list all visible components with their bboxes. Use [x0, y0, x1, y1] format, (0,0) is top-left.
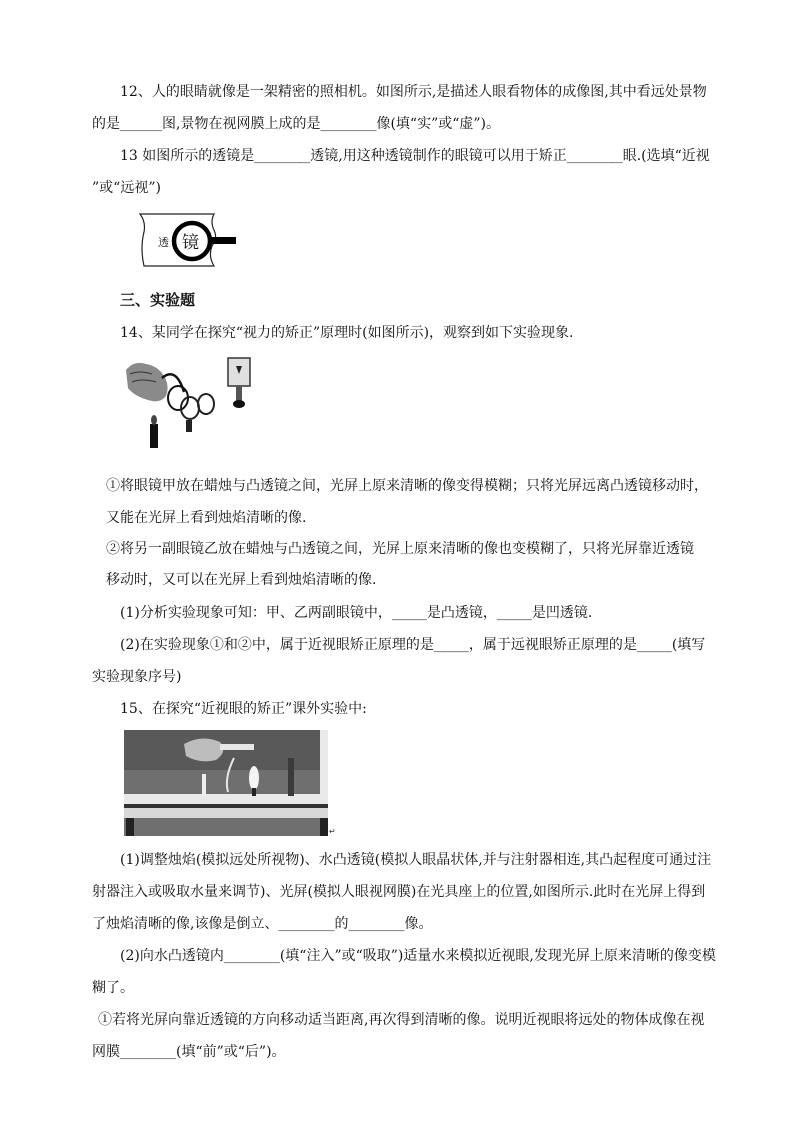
- q15-sub1-line2: 射器注入或吸取水量来调节)、光屏(模拟人眼视网膜)在光具座上的位置,如图所示.此时在光屏上得到: [92, 884, 706, 900]
- q14-obs2-line2: 移动时，又可以在光屏上看到烛焰清晰的像.: [106, 572, 377, 588]
- q15-intro: 15、在探究“近视眼的矫正”课外实验中:: [120, 701, 367, 717]
- q15-sub2-line1: (2)向水凸透镜内________(填“注入”或“吸取”)适量水来模拟近视眼,发现光屏上原来清晰的像变模: [120, 948, 716, 964]
- q15-sub3-line1: ①若将光屏向靠近透镜的方向移动适当距离,再次得到清晰的像。说明近视眼将远处的物体成像在视: [98, 1012, 705, 1028]
- svg-text:↵: ↵: [329, 827, 336, 836]
- section-title: 三、实验题: [120, 291, 196, 309]
- vision-correction-experiment-figure: [124, 352, 256, 456]
- magnifier-lens-figure: [136, 208, 238, 270]
- optical-bench-photo: [124, 730, 334, 836]
- q12-line2: 的是______图,景物在视网膜上成的是________像(填“实”或“虚”)。: [92, 116, 501, 132]
- q15-sub1-line1: (1)调整烛焰(模拟远处所视物)、水凸透镜(模拟人眼晶状体,并与注射器相连,其凸起程度可通过注: [120, 852, 712, 868]
- q15-sub2-line2: 糊了。: [92, 980, 134, 996]
- q12-line1: 12、人的眼睛就像是一架精密的照相机。如图所示,是描述人眼看物体的成像图,其中看远处景物: [120, 84, 707, 100]
- q15-sub3-line2: 网膜________(填“前”或“后”)。: [92, 1044, 286, 1060]
- q14-intro: 14、某同学在探究“视力的矫正”原理时(如图所示)，观察到如下实验现象.: [120, 325, 574, 341]
- figure-label-left: 透: [158, 236, 169, 249]
- q14-sub2-line2: 实验现象序号): [92, 669, 182, 685]
- q13-line2: ”或“远视”): [92, 180, 161, 196]
- q13-line1: 13 如图所示的透镜是________透镜,用这种透镜制作的眼镜可以用于矫正________眼.(选填“近视: [120, 148, 710, 164]
- q14-sub1: (1)分析实验现象可知：甲、乙两副眼镜中，_____是凸透镜，_____是凹透镜.: [120, 605, 593, 621]
- q14-sub2-line1: (2)在实验现象①和②中，属于近视眼矫正原理的是_____，属于远视眼矫正原理的是_____(填写: [120, 637, 706, 653]
- figure-label-lens: 镜: [182, 233, 199, 253]
- q14-obs1-line1: ①将眼镜甲放在蜡烛与凸透镜之间，光屏上原来清晰的像变得模糊；只将光屏远离凸透镜移动时，: [106, 478, 708, 494]
- q14-obs2-line1: ②将另一副眼镜乙放在蜡烛与凸透镜之间，光屏上原来清晰的像也变模糊了，只将光屏靠近透镜: [106, 541, 694, 557]
- q15-sub1-line3: 了烛焰清晰的像,该像是倒立、________的________像。: [92, 916, 433, 932]
- q14-obs1-line2: 又能在光屏上看到烛焰清晰的像.: [106, 510, 307, 526]
